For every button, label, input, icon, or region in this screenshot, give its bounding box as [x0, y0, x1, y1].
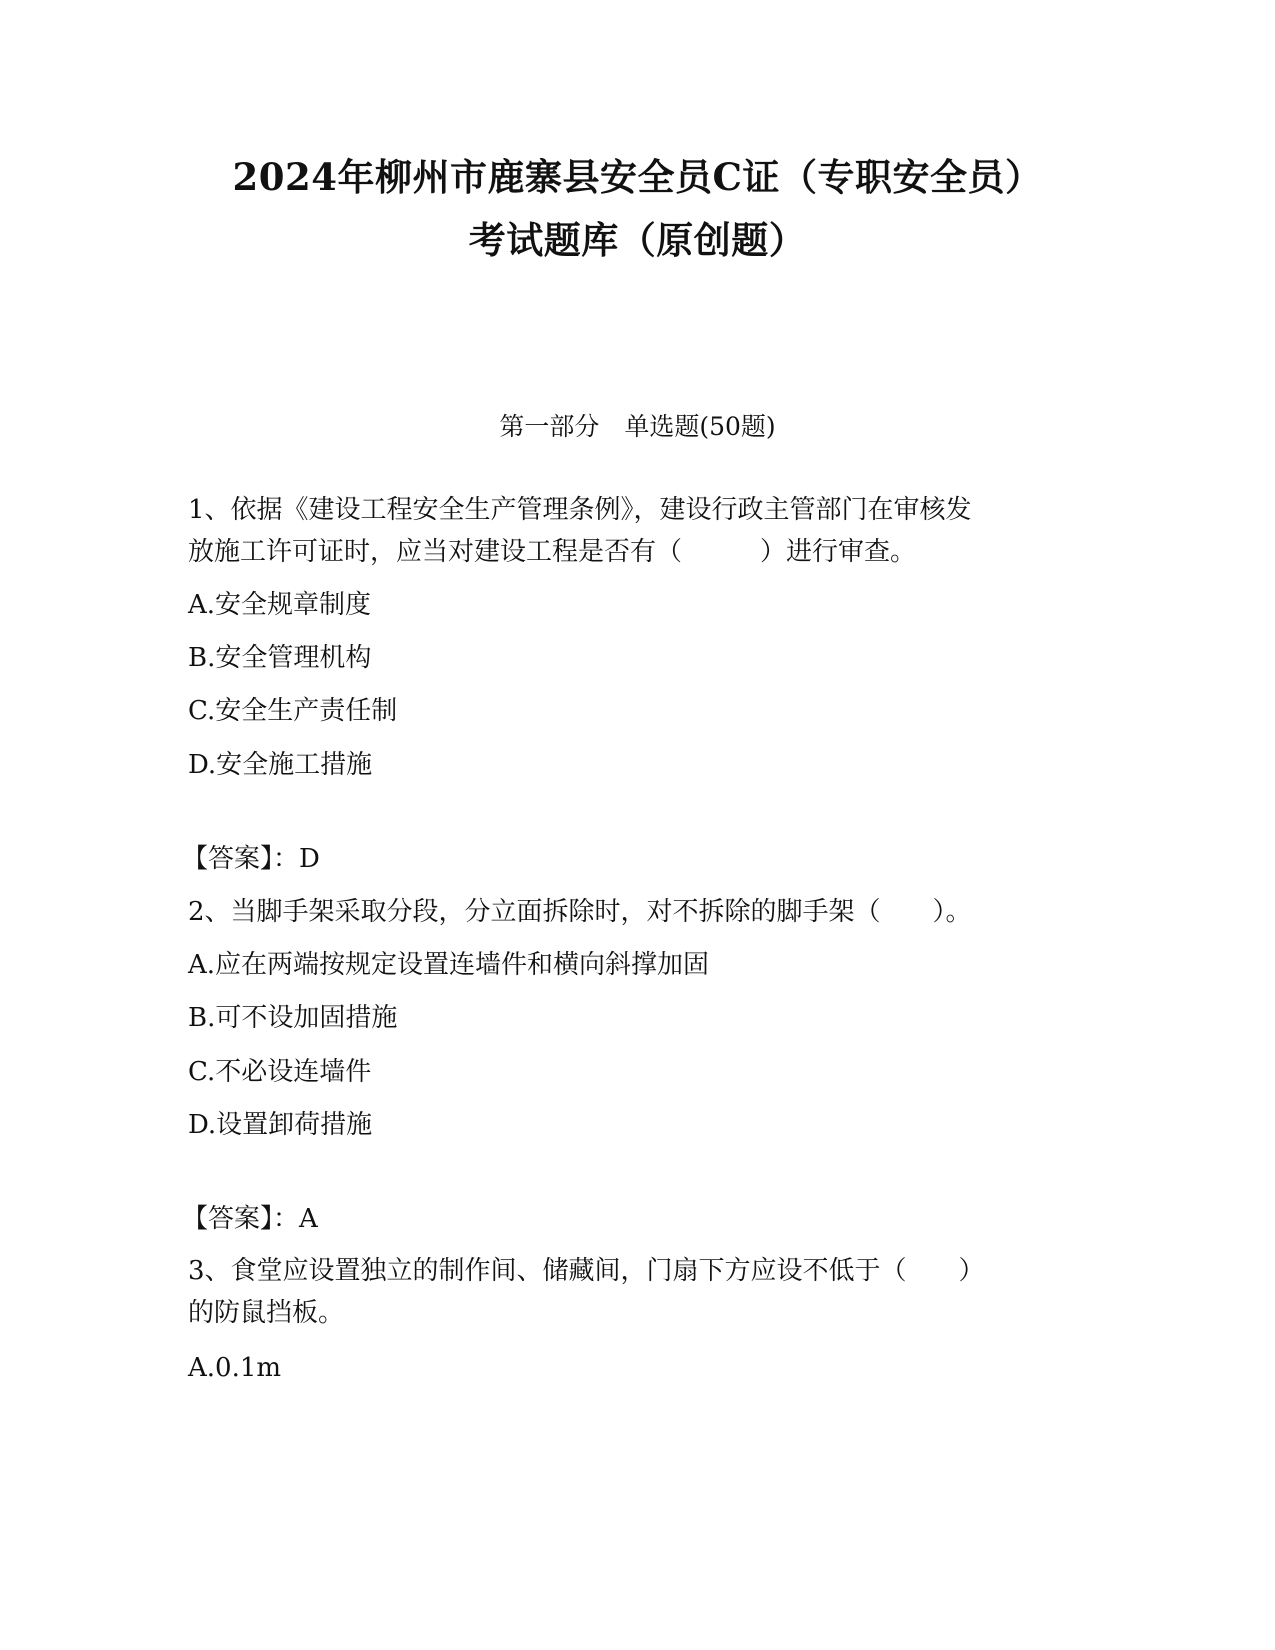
- question-2-option-a: A.应在两端按规定设置连墙件和横向斜撑加固: [188, 950, 710, 980]
- document-title-line-1: 2024年柳州市鹿寨县安全员C证（专职安全员）: [232, 155, 1043, 199]
- question-1-option-a: A.安全规章制度: [188, 590, 372, 620]
- question-2-option-b: B.可不设加固措施: [188, 1003, 398, 1033]
- question-2-answer: 【答案】：A: [182, 1204, 318, 1234]
- question-2-option-c: C.不必设连墙件: [188, 1057, 372, 1087]
- question-1-stem-line-2: 放施工许可证时，应当对建设工程是否有（ ）进行审查。: [188, 537, 917, 567]
- section-heading: 第一部分 单选题(50题): [499, 412, 776, 441]
- question-3-stem-line-2: 的防鼠挡板。: [188, 1298, 345, 1328]
- question-1-option-d: D.安全施工措施: [188, 750, 373, 780]
- question-1-answer: 【答案】：D: [182, 844, 320, 874]
- question-1-option-b: B.安全管理机构: [188, 643, 372, 673]
- question-2-option-d: D.设置卸荷措施: [188, 1110, 373, 1140]
- question-2-stem-line-1: 2、当脚手架采取分段，分立面拆除时，对不拆除的脚手架（ ）。: [188, 897, 972, 927]
- document-title-line-2: 考试题库（原创题）: [468, 218, 807, 262]
- question-1-stem-line-1: 1、依据《建设工程安全生产管理条例》，建设行政主管部门在审核发: [188, 495, 972, 525]
- question-1-option-c: C.安全生产责任制: [188, 696, 398, 726]
- question-3-option-a: A.0.1m: [188, 1353, 282, 1383]
- question-3-stem-line-1: 3、食堂应设置独立的制作间、储藏间，门扇下方应设不低于（ ）: [188, 1256, 985, 1286]
